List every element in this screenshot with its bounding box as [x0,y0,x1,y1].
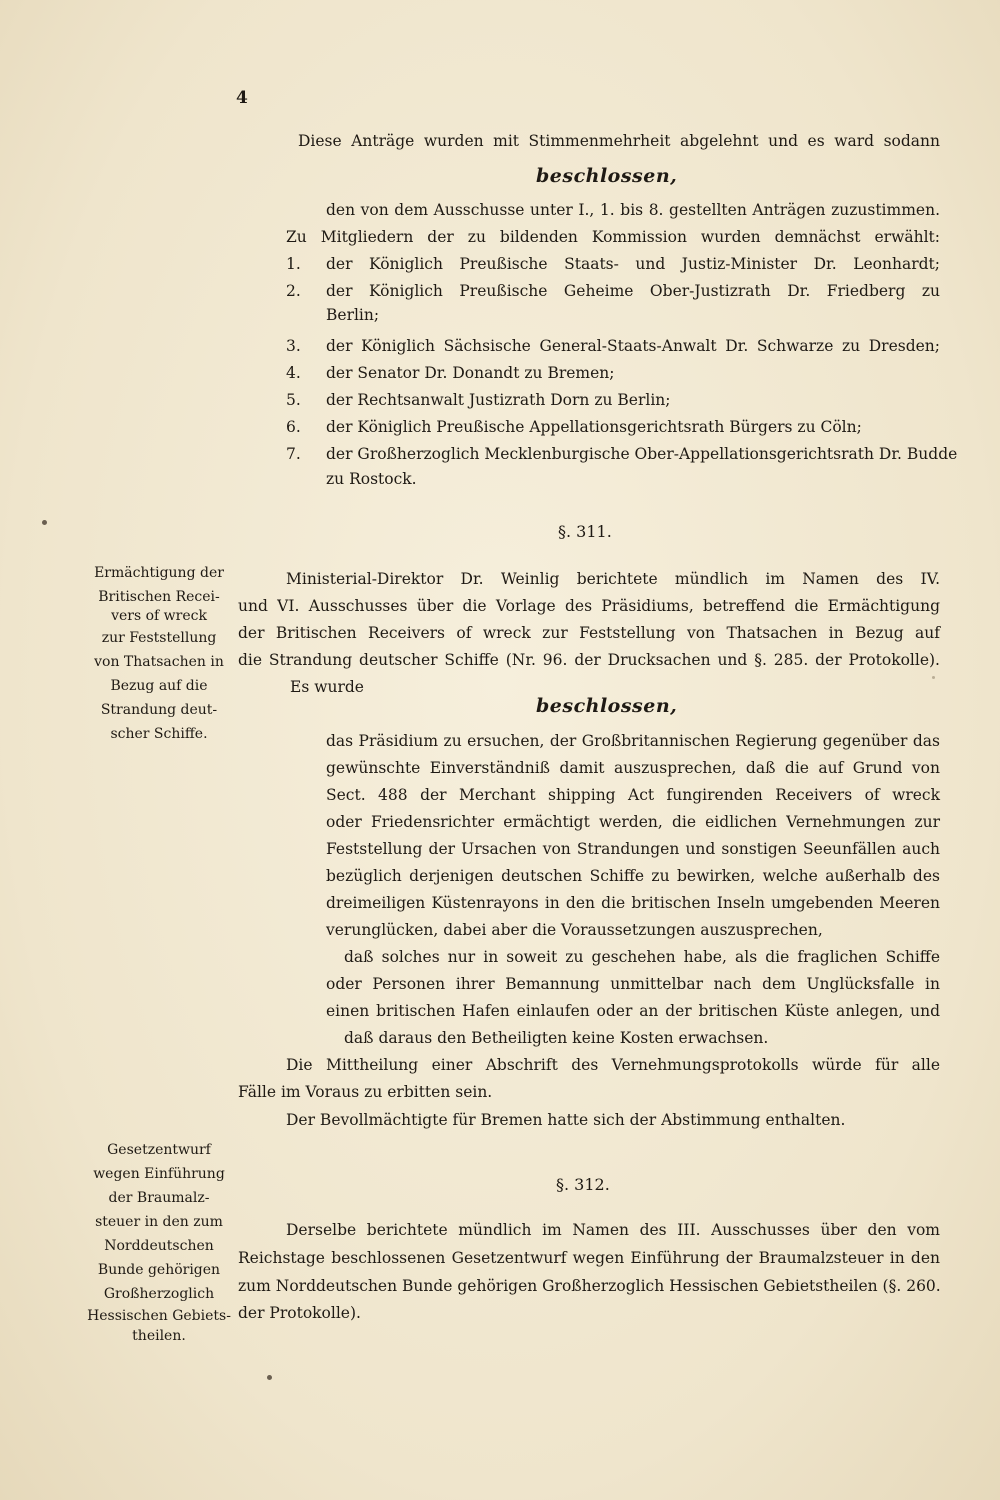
margin-note-line: wegen Einführung [93,1166,225,1182]
intro-line-1: Diese Anträge wurden mit Stimmenmehrheit abgelehnt und es ward sodann [298,132,940,150]
member-line: der Königlich Preußische Geheime Ober-Justizrath Dr. Friedberg zu [326,282,940,300]
body-line: und VI. Ausschusses über die Vorlage des Präsidiums, betreffend die Ermächtigung [238,597,940,615]
body-line: Es wurde [290,678,364,696]
body-line: Ministerial-Direktor Dr. Weinlig berichtete mündlich im Namen des IV. [286,570,940,588]
body-line: Feststellung der Ursachen von Strandungen und sonstigen Seeunfällen auch [326,840,940,858]
member-number: 7. [286,445,301,463]
body-line: der Britischen Receivers of wreck zur Feststellung von Thatsachen in Bezug auf [238,624,940,642]
body-line: verunglücken, dabei aber die Voraussetzungen auszusprechen, [326,921,823,939]
body-line: Reichstage beschlossenen Gesetzentwurf wegen Einführung der Braumalzsteuer in den [238,1249,940,1267]
body-line: Fälle im Voraus zu erbitten sein. [238,1083,493,1101]
body-line: die Strandung deutscher Schiffe (Nr. 96. der Drucksachen und §. 285. der Protokolle). [238,651,940,669]
body-line: Der Bevollmächtigte für Bremen hatte sich der Abstimmung enthalten. [286,1111,846,1129]
margin-note-line: von Thatsachen in [94,654,224,670]
member-number: 4. [286,364,301,382]
body-line: der Protokolle). [238,1304,361,1322]
margin-note-line: Norddeutschen [104,1238,214,1254]
margin-note-line: Gesetzentwurf [107,1142,211,1158]
body-line: Derselbe berichtete mündlich im Namen des III. Ausschusses über den vom [286,1221,940,1239]
member-line: der Großherzoglich Mecklenburgische Ober-Appellationsgerichtsrath Dr. Budde [326,445,958,463]
member-number: 2. [286,282,301,300]
member-line: der Senator Dr. Donandt zu Bremen; [326,364,615,382]
resolution-heading: beschlossen, [536,165,678,187]
member-number: 3. [286,337,301,355]
member-line: zu Rostock. [326,470,417,488]
body-line: dreimeiligen Küstenrayons in den die britischen Inseln umgebenden Meeren [326,894,940,912]
body-line: das Präsidium zu ersuchen, der Großbritannischen Regierung gegenüber das [326,732,940,750]
margin-note-line: Bezug auf die [110,678,208,694]
member-line: der Rechtsanwalt Justizrath Dorn zu Berlin; [326,391,671,409]
body-line: einen britischen Hafen einlaufen oder an der britischen Küste anlegen, und [326,1002,940,1020]
body-line: Sect. 488 der Merchant shipping Act fungirenden Receivers of wreck [326,786,940,804]
intro-line-2: den von dem Ausschusse unter I., 1. bis 8. gestellten Anträgen zuzustimmen. [326,201,940,219]
margin-note-line: Britischen Recei- [98,589,220,605]
member-line: der Königlich Preußische Appellationsgerichtsrath Bürgers zu Cöln; [326,418,862,436]
margin-note-line: theilen. [132,1328,186,1344]
member-number: 5. [286,391,301,409]
body-line: zum Norddeutschen Bunde gehörigen Großherzoglich Hessischen Gebietstheilen (§. 260. [238,1277,941,1295]
paper-speck [42,520,47,525]
body-line: oder Friedensrichter ermächtigt werden, die eidlichen Vernehmungen zur [326,813,940,831]
margin-note-line: Großherzoglich [103,1286,215,1302]
paper-speck [932,676,935,679]
member-number: 1. [286,255,301,273]
member-number: 6. [286,418,301,436]
page-number: 4 [236,88,248,108]
margin-note-line: scher Schiffe. [110,726,208,742]
member-line: Berlin; [326,306,380,324]
margin-note-line: Bunde gehörigen [97,1262,221,1278]
margin-note-line: Strandung deut- [100,702,218,718]
body-line: gewünschte Einverständniß damit auszusprechen, daß die auf Grund von [326,759,940,777]
intro-line-3: Zu Mitgliedern der zu bildenden Kommission wurden demnächst erwählt: [286,228,940,246]
resolution-heading: beschlossen, [536,695,678,717]
body-line: daß solches nur in soweit zu geschehen habe, als die fraglichen Schiffe [344,948,940,966]
margin-note-line: Ermächtigung der [94,565,224,581]
paper-speck [267,1375,272,1380]
body-line: Die Mittheilung einer Abschrift des Vernehmungsprotokolls würde für alle [286,1056,940,1074]
margin-note-line: Hessischen Gebiets- [87,1308,231,1324]
body-line: bezüglich derjenigen deutschen Schiffe zu bewirken, welche außerhalb des [326,867,940,885]
body-line: daß daraus den Betheiligten keine Kosten erwachsen. [344,1029,769,1047]
member-line: der Königlich Preußische Staats- und Justiz-Minister Dr. Leonhardt; [326,255,940,273]
section-311-mark: §. 311. [558,522,612,541]
member-line: der Königlich Sächsische General-Staats-Anwalt Dr. Schwarze zu Dresden; [326,337,940,355]
margin-note-line: der Braumalz- [108,1190,210,1206]
body-line: oder Personen ihrer Bemannung unmittelbar nach dem Unglücksfalle in [326,975,940,993]
margin-note-line: steuer in den zum [95,1214,223,1230]
section-312-mark: §. 312. [556,1175,610,1194]
margin-note-line: zur Feststellung [101,630,217,646]
margin-note-line: vers of wreck [111,608,207,624]
